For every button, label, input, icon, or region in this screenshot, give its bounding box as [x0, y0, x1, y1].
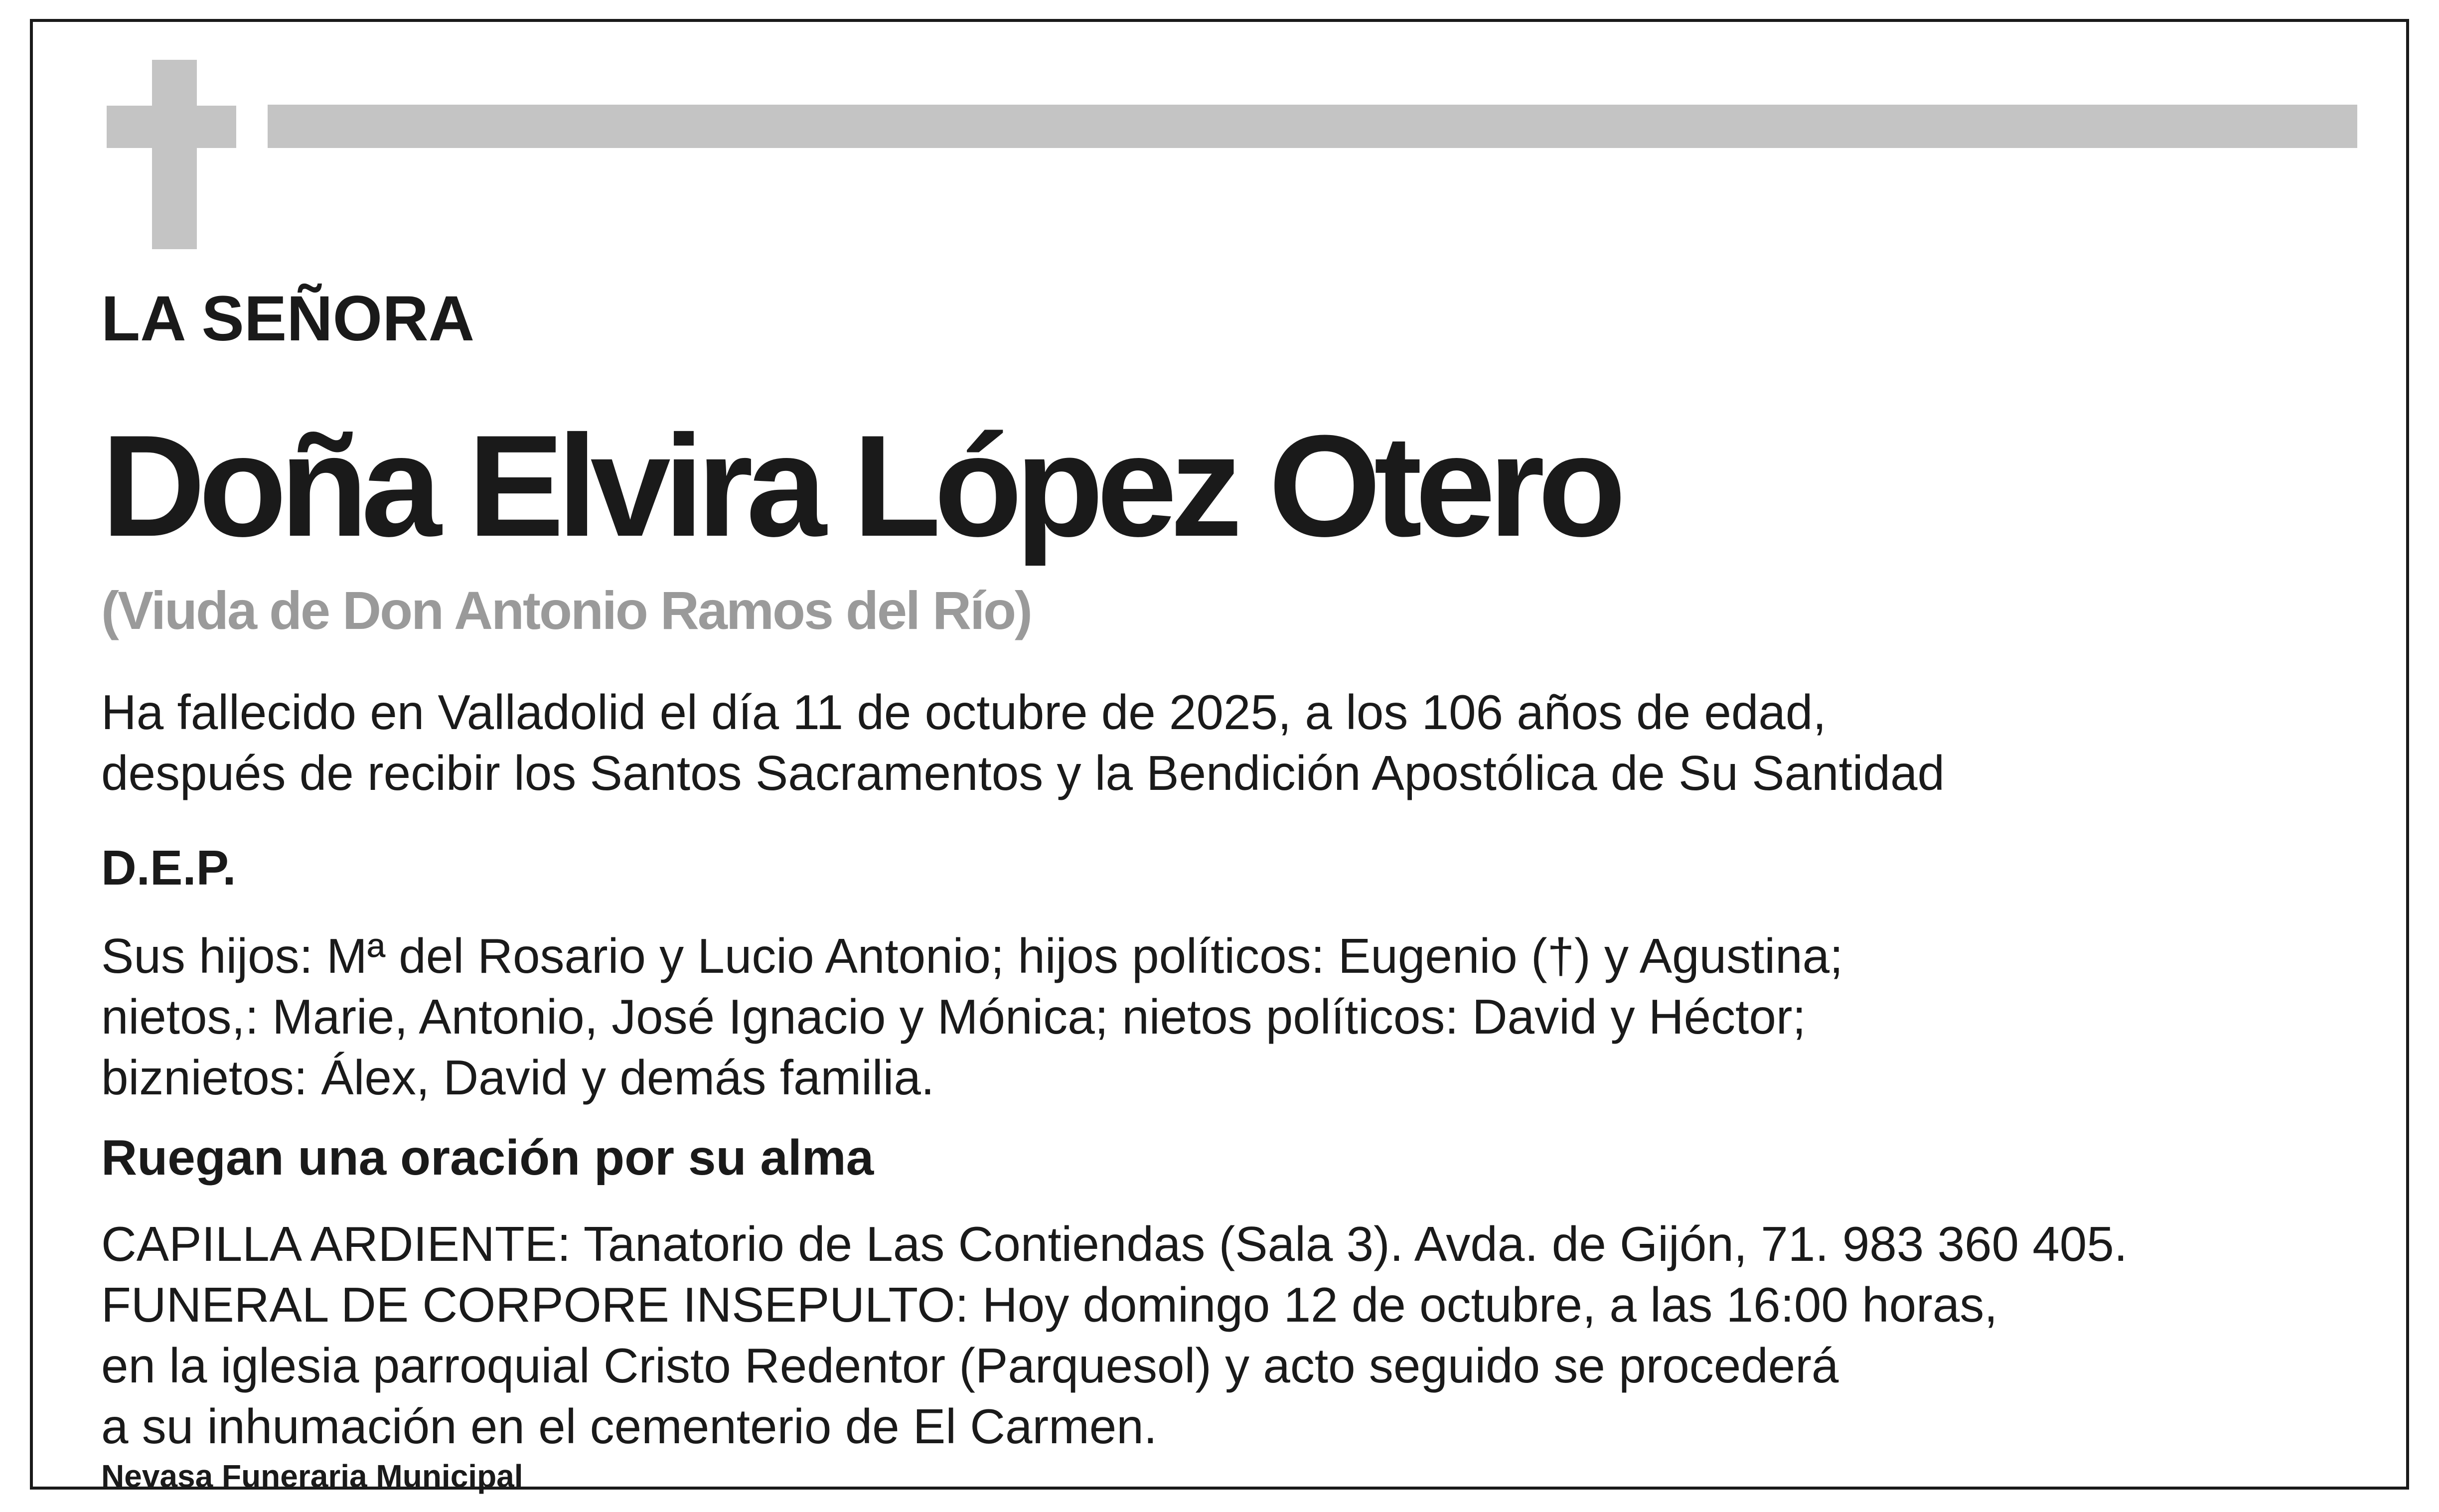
service-line: FUNERAL DE CORPORE INSEPULTO: Hoy domingo 12 de octubre, a las 16:00 horas, — [101, 1277, 1998, 1332]
widow-subtitle: (Viuda de Don Antonio Ramos del Río) — [101, 580, 1032, 640]
cross-icon — [152, 60, 197, 249]
prayer-request: Ruegan una oración por su alma — [101, 1130, 874, 1186]
announcement-line: Ha fallecido en Valladolid el día 11 de octubre de 2025, a los 106 años de edad, — [101, 685, 1827, 740]
family-list — [101, 925, 1843, 1108]
funeral-home-name: Nevasa Funeraria Municipal — [101, 1458, 523, 1494]
service-details — [101, 1213, 2128, 1457]
deceased-name: Doña Elvira López Otero — [101, 405, 1619, 567]
dep-label: D.E.P. — [101, 840, 236, 895]
service-line: a su inhumación en el cementerio de El Carmen. — [101, 1399, 1158, 1454]
service-line: en la iglesia parroquial Cristo Redentor (Parquesol) y acto seguido se procederá — [101, 1338, 1839, 1393]
family-line: Sus hijos: Mª del Rosario y Lucio Antonio; hijos políticos: Eugenio (†) y Agustina; — [101, 928, 1843, 983]
death-announcement — [101, 682, 1945, 803]
cross-icon-arm — [107, 106, 236, 148]
family-line: biznietos: Álex, David y demás familia. — [101, 1050, 935, 1105]
family-line: nietos,: Marie, Antonio, José Ignacio y Mónica; nietos políticos: David y Héctor; — [101, 989, 1806, 1044]
service-line: CAPILLA ARDIENTE: Tanatorio de Las Contiendas (Sala 3). Avda. de Gijón, 71. 983 360 405. — [101, 1216, 2128, 1271]
header-bar — [268, 105, 2357, 148]
honorific-title: LA SEÑORA — [101, 283, 475, 354]
announcement-line: después de recibir los Santos Sacramentos y la Bendición Apostólica de Su Santidad — [101, 746, 1945, 800]
